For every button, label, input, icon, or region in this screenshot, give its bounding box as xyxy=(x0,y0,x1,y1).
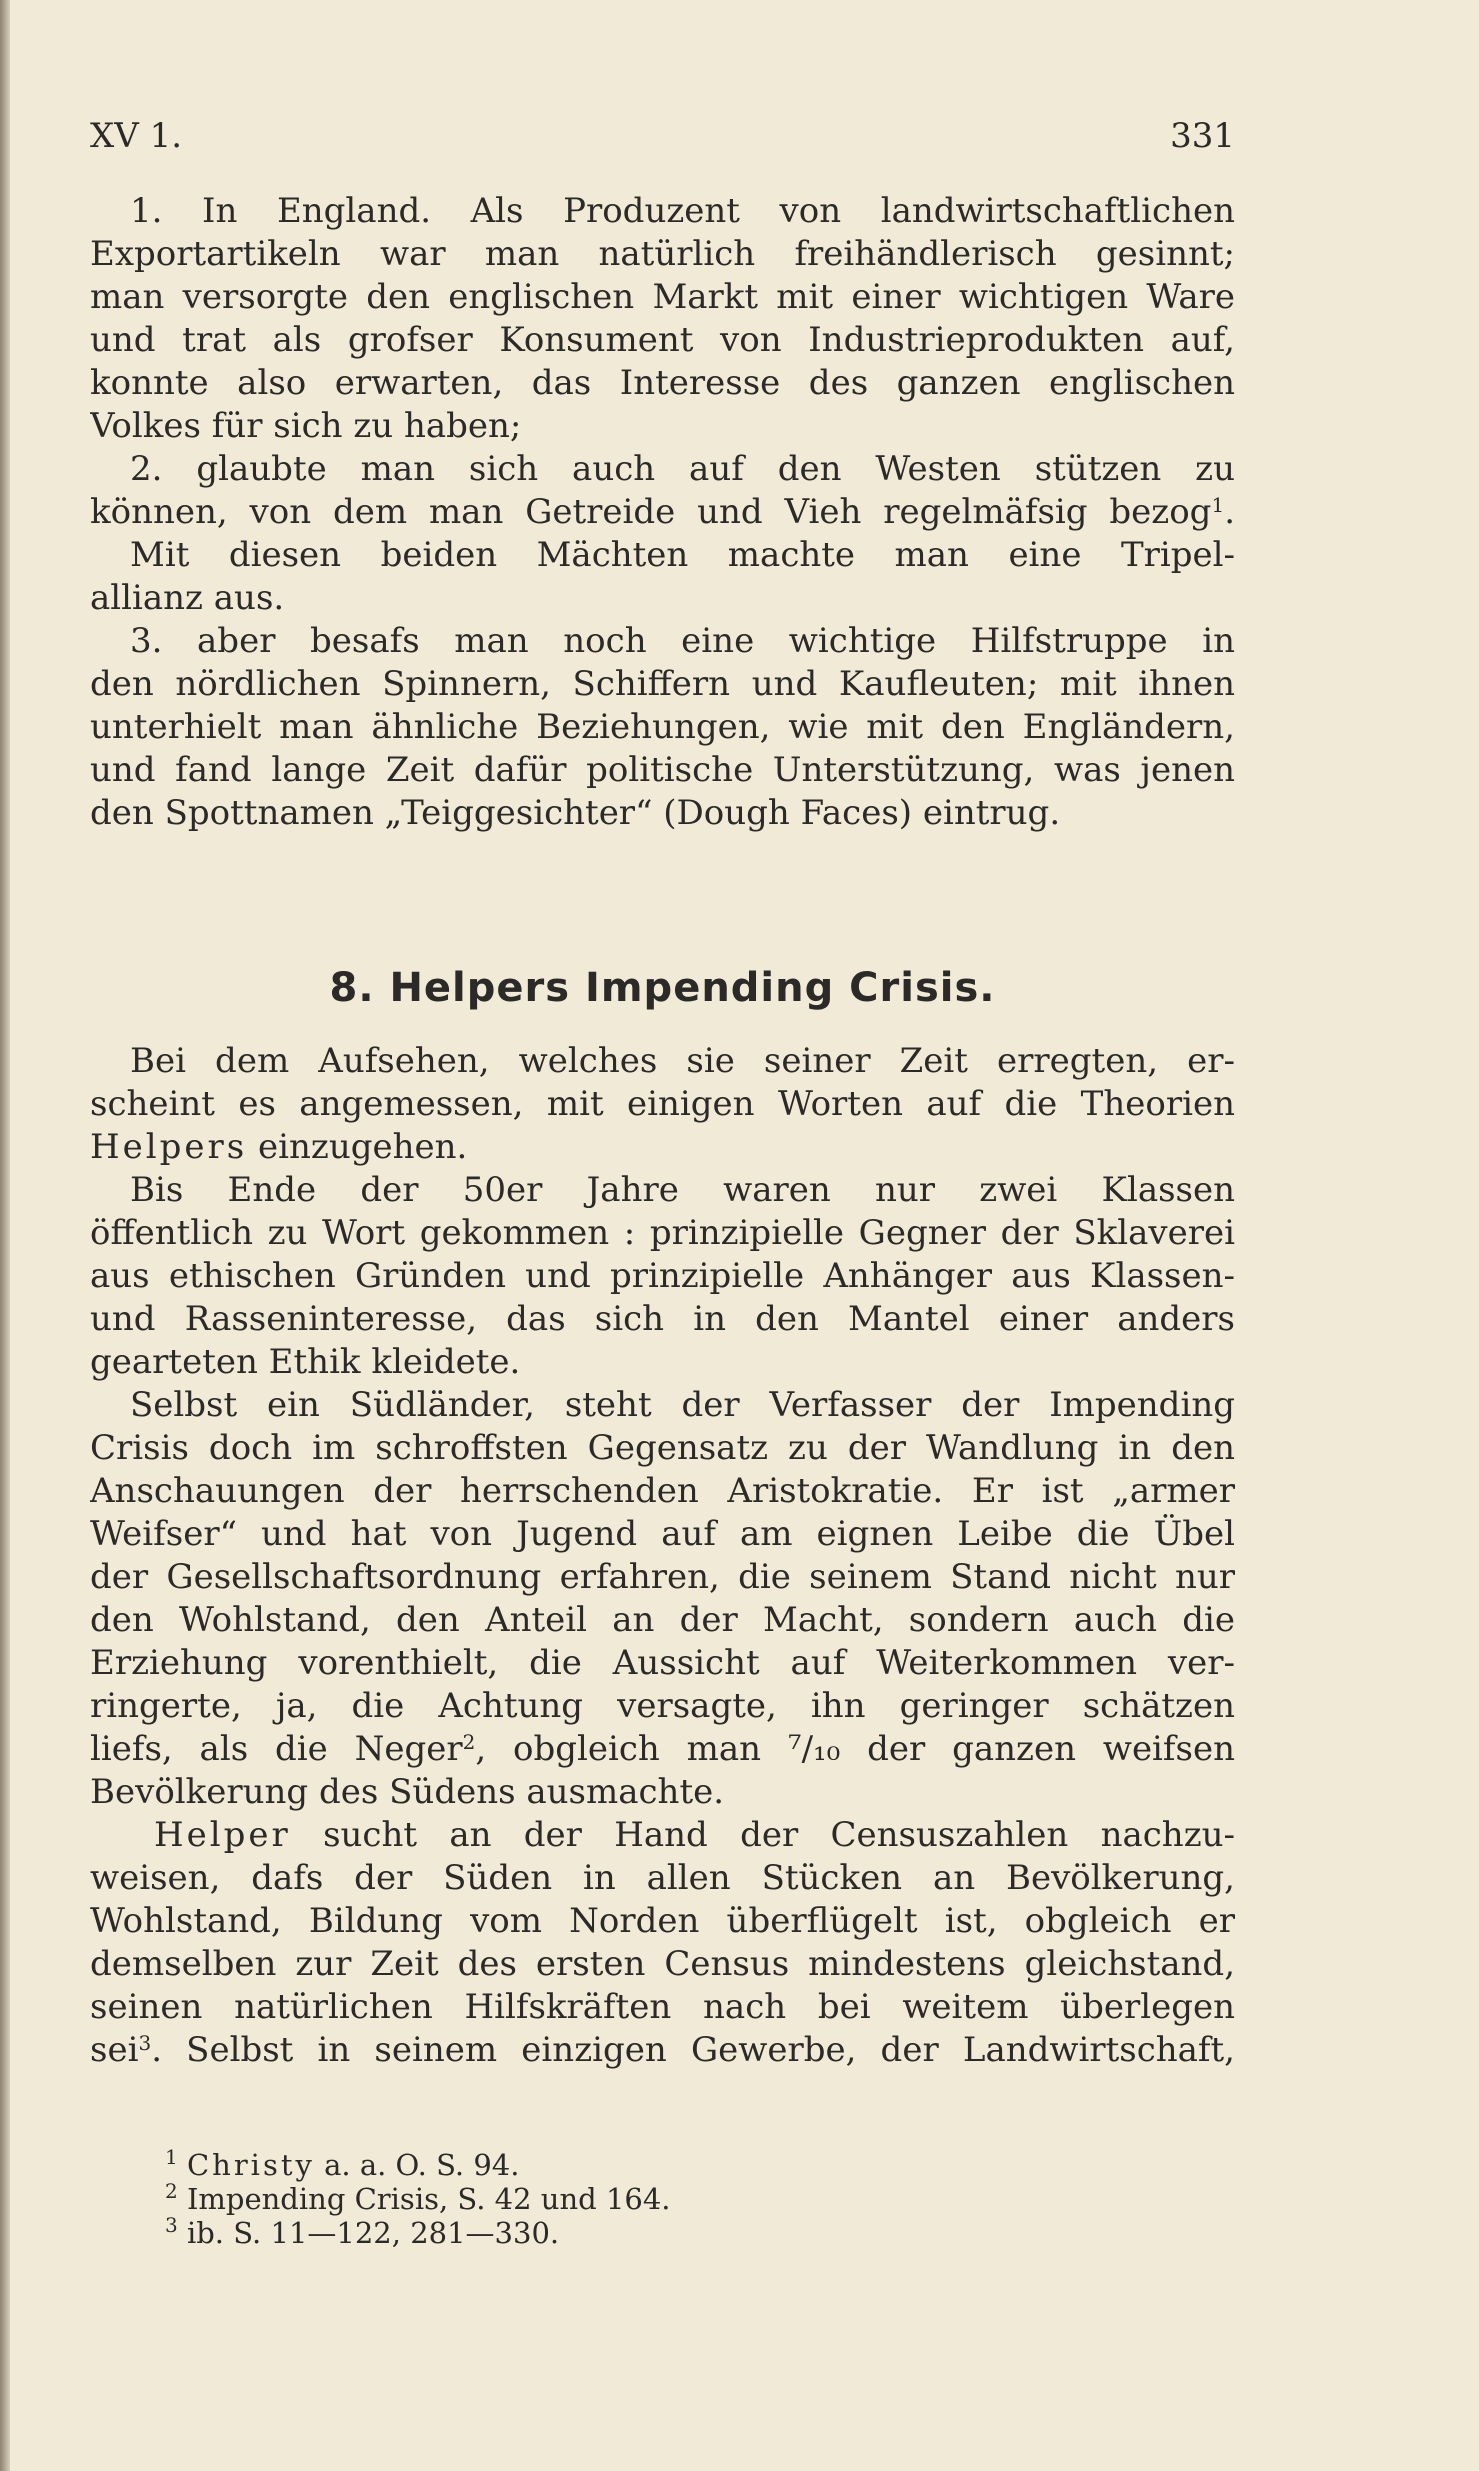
text-line: den Wohlstand, den Anteil an der Macht, sondern auch die xyxy=(90,1600,1235,1640)
text-line: Wohlstand, Bildung vom Norden überflügelt ist, obgleich er xyxy=(90,1901,1235,1941)
text-line: Exportartikeln war man natürlich freihändlerisch gesinnt; xyxy=(90,234,1235,274)
footnote xyxy=(165,2179,1065,2216)
body-text-part2 xyxy=(90,1040,1235,2072)
text-span: . Selbst in seinem einzigen Gewerbe, der Landwirtschaft, xyxy=(151,2030,1235,2070)
text-line: Mit diesen beiden Mächten machte man eine Tripel- xyxy=(130,535,1235,575)
text-span: sei xyxy=(90,2030,139,2070)
text-line xyxy=(90,1126,1235,1169)
footnote-ref: 2 xyxy=(462,1730,476,1754)
text-line: Bevölkerung des Südens ausmachte. xyxy=(90,1772,725,1812)
text-line: Erziehung vorenthielt, die Aussicht auf Weiterkommen ver- xyxy=(90,1643,1235,1683)
spaced-name: Helpers xyxy=(90,1127,248,1167)
text-line: scheint es angemessen, mit einigen Worten auf die Theorien xyxy=(90,1084,1235,1124)
footnote-ref: 1 xyxy=(1211,493,1225,517)
text-line: Volkes für sich zu haben; xyxy=(90,406,522,446)
chapter-marker: XV 1. xyxy=(90,116,183,156)
text-line: 2. glaubte man sich auch auf den Westen stützen zu xyxy=(130,449,1235,489)
footnote-ref: 3 xyxy=(138,2031,152,2055)
book-page xyxy=(90,0,1235,2471)
text-line: Weifser“ und hat von Jugend auf am eignen Leibe die Übel xyxy=(90,1514,1235,1554)
text-span: einzugehen. xyxy=(247,1127,468,1167)
page-binding-edge xyxy=(0,0,10,2471)
text-line: und fand lange Zeit dafür politische Unterstützung, was jenen xyxy=(90,750,1235,790)
footnotes xyxy=(165,2145,1065,2250)
text-line: unterhielt man ähnliche Beziehungen, wie mit den Engländern, xyxy=(90,707,1235,747)
text-span: . xyxy=(1224,492,1235,532)
footnote-author: Christy xyxy=(186,2148,315,2182)
text-line xyxy=(90,2029,1235,2072)
text-line xyxy=(90,491,1235,534)
text-line: demselben zur Zeit des ersten Census mindestens gleichstand, xyxy=(90,1944,1235,1984)
text-line: ringerte, ja, die Achtung versagte, ihn geringer schätzen xyxy=(90,1686,1235,1726)
text-line: und Rasseninteresse, das sich in den Mantel einer anders xyxy=(90,1299,1235,1339)
text-span: , obgleich man ⁷/₁₀ der ganzen weifsen xyxy=(475,1729,1235,1769)
text-line: 1. In England. Als Produzent von landwirtschaftlichen xyxy=(130,191,1235,231)
running-head xyxy=(90,112,1235,160)
text-span: liefs, als die Neger xyxy=(90,1729,463,1769)
footnote-mark: 3 xyxy=(165,2213,178,2237)
text-line: den nördlichen Spinnern, Schiffern und Kaufleuten; mit ihnen xyxy=(90,664,1235,704)
text-line: Bis Ende der 50er Jahre waren nur zwei Klassen xyxy=(130,1170,1235,1210)
text-line: Anschauungen der herrschenden Aristokratie. Er ist „armer xyxy=(90,1471,1235,1511)
footnote xyxy=(165,2145,1065,2182)
footnote-text: a. a. O. S. 94. xyxy=(314,2148,520,2182)
footnote-mark: 1 xyxy=(165,2145,178,2169)
text-span: sucht an der Hand der Censuszahlen nachzu- xyxy=(290,1815,1235,1855)
text-line: weisen, dafs der Süden in allen Stücken an Bevölkerung, xyxy=(90,1858,1235,1898)
text-line: Bei dem Aufsehen, welches sie seiner Zeit erregten, er- xyxy=(130,1041,1235,1081)
text-line: man versorgte den englischen Markt mit einer wichtigen Ware xyxy=(90,277,1235,317)
text-line: Selbst ein Südländer, steht der Verfasser der Impending xyxy=(130,1385,1235,1425)
text-line: den Spottnamen „Teiggesichter“ (Dough Faces) eintrug. xyxy=(90,793,1061,833)
text-line xyxy=(90,1814,1235,1857)
body-text-part1 xyxy=(90,190,1235,835)
text-line: gearteten Ethik kleidete. xyxy=(90,1342,521,1382)
text-span: können, von dem man Getreide und Vieh regelmäfsig bezog xyxy=(90,492,1212,532)
page-number: 331 xyxy=(1170,116,1235,156)
footnote xyxy=(165,2213,1065,2250)
section-heading: 8. Helpers Impending Crisis. xyxy=(329,965,996,1011)
text-line: konnte also erwarten, das Interesse des ganzen englischen xyxy=(90,363,1235,403)
spaced-name: Helper xyxy=(154,1815,291,1855)
footnote-text: Impending Crisis, S. 42 und 164. xyxy=(177,2182,671,2216)
footnote-mark: 2 xyxy=(165,2179,178,2203)
text-line: Crisis doch im schroffsten Gegensatz zu der Wandlung in den xyxy=(90,1428,1235,1468)
footnote-text: ib. S. 11—122, 281—330. xyxy=(177,2216,560,2250)
text-line: aus ethischen Gründen und prinzipielle Anhänger aus Klassen- xyxy=(90,1256,1235,1296)
text-line: und trat als grofser Konsument von Industrieprodukten auf, xyxy=(90,320,1235,360)
text-line: der Gesellschaftsordnung erfahren, die seinem Stand nicht nur xyxy=(90,1557,1235,1597)
text-line: öffentlich zu Wort gekommen : prinzipielle Gegner der Sklaverei xyxy=(90,1213,1235,1253)
text-line: 3. aber besafs man noch eine wichtige Hilfstruppe in xyxy=(130,621,1235,661)
text-line xyxy=(90,1728,1235,1771)
text-line: allianz aus. xyxy=(90,578,285,618)
text-line: seinen natürlichen Hilfskräften nach bei weitem überlegen xyxy=(90,1987,1235,2027)
